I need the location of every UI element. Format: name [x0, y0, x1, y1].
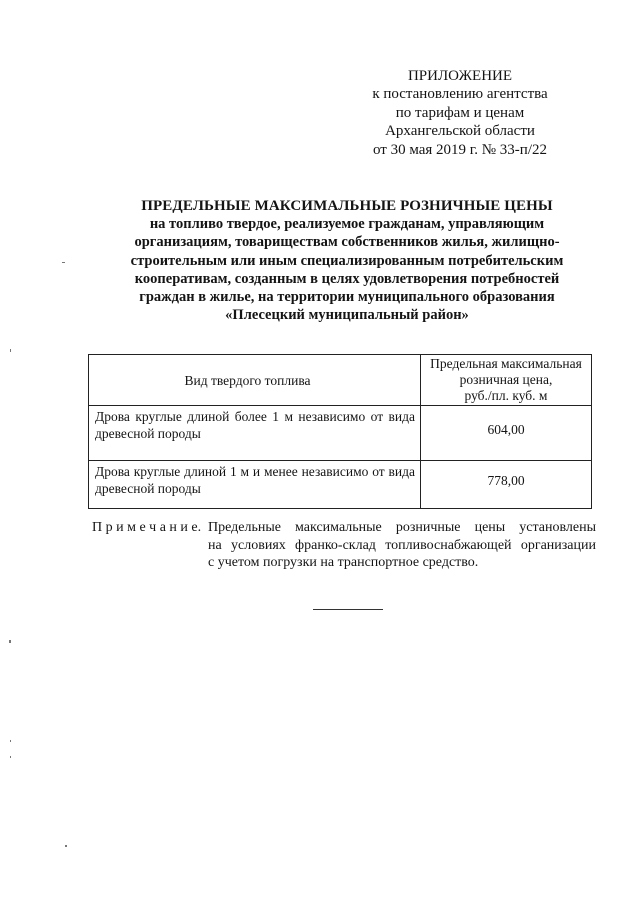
price-cell: 778,00	[421, 461, 592, 509]
header-price-line: руб./пл. куб. м	[464, 388, 548, 403]
scan-speck	[10, 740, 11, 742]
heading-line: граждан в жилье, на территории муниципального образования	[139, 289, 555, 306]
appendix-title: ПРИЛОЖЕНИЕ	[407, 68, 513, 84]
header-fuel-type: Вид твердого топлива	[89, 355, 421, 406]
document-heading	[97, 197, 597, 324]
note-line: на условиях франко-склад топливоснабжающей организации	[208, 537, 596, 553]
note-line: Предельные максимальные розничные цены установлены	[208, 520, 596, 535]
heading-line: «Плесецкий муниципальный район»	[225, 307, 469, 324]
header-max-price	[421, 355, 592, 406]
heading-line: кооперативам, созданным в целях удовлетворения потребностей	[134, 270, 560, 287]
appendix-line: к постановлению агентства	[372, 86, 548, 103]
appendix-line: по тарифам и ценам	[395, 104, 525, 121]
price-table	[88, 354, 592, 509]
appendix-date-number: от 30 мая 2019 г. № 33-п/22	[372, 141, 548, 158]
note-line: с учетом погрузки на транспортное средство.	[208, 555, 479, 570]
heading-line: строительным или иным специализированным потребительским	[130, 252, 564, 269]
header-price-line: Предельная максимальная	[430, 356, 582, 371]
scan-speck	[65, 845, 67, 847]
table-header-row	[89, 355, 592, 406]
heading-line: на топливо твердое, реализуемое гражданам, управляющим	[149, 216, 545, 233]
scan-speck	[9, 640, 11, 643]
appendix-line: Архангельской области	[385, 123, 535, 140]
header-price-line: розничная цена,	[459, 372, 553, 387]
heading-title: ПРЕДЕЛЬНЫЕ МАКСИМАЛЬНЫЕ РОЗНИЧНЫЕ ЦЕНЫ	[141, 198, 553, 214]
fuel-type-cell: Дрова круглые длиной более 1 м независимо от вида древесной породы	[89, 406, 421, 461]
fuel-type-cell: Дрова круглые длиной 1 м и менее независимо от вида древесной породы	[89, 461, 421, 509]
scan-speck	[10, 349, 11, 352]
note-text	[208, 519, 596, 572]
price-cell: 604,00	[421, 406, 592, 461]
table-row	[89, 461, 592, 509]
table-row	[89, 406, 592, 461]
scan-speck	[62, 262, 65, 263]
scan-speck	[10, 756, 11, 758]
appendix-block	[360, 67, 560, 159]
note-label: П р и м е ч а н и е.	[92, 520, 202, 535]
closing-rule	[313, 609, 383, 610]
heading-line: организациям, товариществам собственников жилья, жилищно-	[134, 234, 560, 251]
